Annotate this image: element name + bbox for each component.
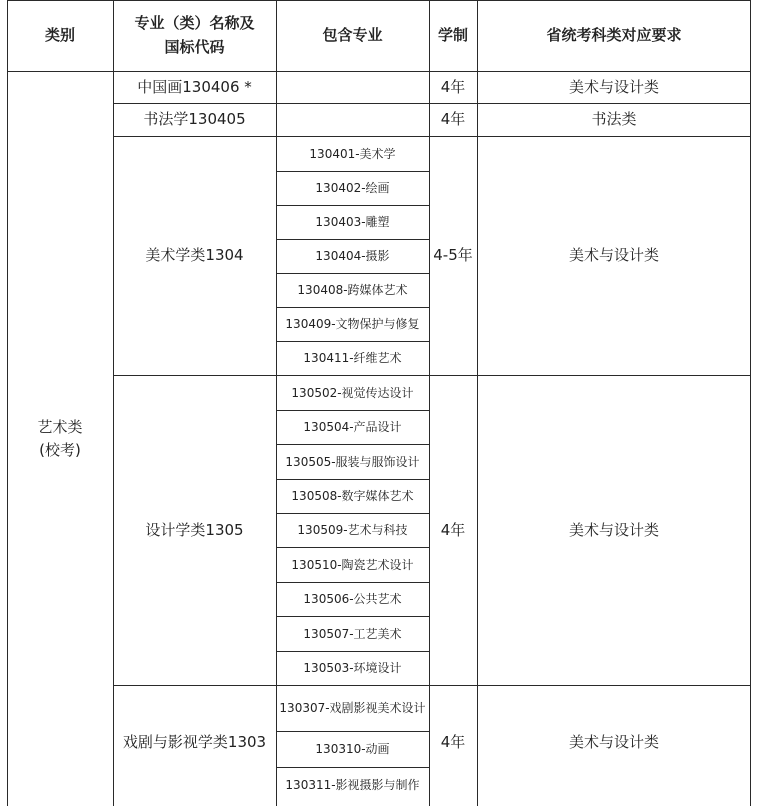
sub-major-item: 130507-工艺美术: [303, 626, 402, 641]
sub-major-item: 130408-跨媒体艺术: [297, 283, 408, 297]
grid-line: [113, 103, 751, 104]
sub-major-item: 130508-数字媒体艺术: [291, 489, 414, 503]
sub-major-item: 130404-摄影: [315, 249, 390, 263]
grid-line: [113, 375, 751, 376]
sub-major-item: 130311-影视摄影与制作: [285, 777, 420, 792]
sub-major-item: 130409-文物保护与修复: [285, 317, 420, 331]
sub-major-item: 130411-纤维艺术: [303, 351, 402, 365]
header-exam: 省统考科类对应要求: [546, 25, 682, 44]
category-line2: (校考): [39, 440, 81, 459]
grid-line: [276, 444, 429, 445]
grid-line: [113, 0, 114, 806]
grid-line: [477, 0, 478, 806]
grid-line: [276, 273, 429, 274]
category-line1: 艺术类: [37, 418, 83, 436]
chinese-painting-duration: 4年: [440, 77, 466, 96]
header-duration: 学制: [437, 25, 468, 44]
grid-line: [276, 547, 429, 548]
sub-major-item: 130504-产品设计: [303, 420, 402, 434]
grid-line: [276, 205, 429, 206]
header-major-name-line2: 国标代码: [164, 37, 225, 56]
header-included: 包含专业: [322, 25, 383, 44]
grid-line: [276, 239, 429, 240]
grid-line: [276, 410, 429, 411]
grid-line: [7, 0, 751, 1]
sub-major-item: 130401-美术学: [309, 146, 396, 161]
grid-line: [276, 479, 429, 480]
grid-line: [429, 0, 430, 806]
design-duration: 4年: [440, 520, 466, 539]
sub-major-item: 130307-戏剧影视美术设计: [279, 701, 426, 715]
grid-line: [276, 171, 429, 172]
sub-major-item: 130503-环境设计: [303, 661, 402, 675]
sub-major-item: 130510-陶瓷艺术设计: [291, 557, 414, 572]
fine-arts-name: 美术学类1304: [145, 246, 244, 265]
grid-line: [7, 71, 751, 72]
grid-line: [276, 731, 429, 732]
calligraphy-name: 书法学130405: [143, 110, 246, 129]
design-name: 设计学类1305: [145, 520, 244, 539]
chinese-painting-exam: 美术与设计类: [568, 77, 659, 96]
grid-line: [276, 616, 429, 617]
grid-line: [276, 767, 429, 768]
sub-major-item: 130509-艺术与科技: [297, 523, 408, 537]
sub-major-item: 130402-绘画: [315, 181, 390, 195]
drama-name: 戏剧与影视学类1303: [122, 733, 267, 752]
drama-exam: 美术与设计类: [568, 733, 659, 752]
grid-line: [276, 582, 429, 583]
grid-line: [276, 0, 277, 806]
category-cell: [7, 71, 113, 806]
grid-line: [750, 0, 751, 806]
header-category: 类别: [44, 25, 75, 44]
calligraphy-exam: 书法类: [591, 110, 637, 129]
grid-line: [113, 136, 751, 137]
majors-table: [7, 0, 751, 806]
chinese-painting-name: 中国画130406 *: [137, 77, 252, 96]
grid-line: [276, 341, 429, 342]
calligraphy-duration: 4年: [440, 110, 466, 129]
header-major-name: [113, 0, 276, 71]
sub-major-item: 130310-动画: [315, 742, 390, 756]
drama-duration: 4年: [440, 733, 466, 752]
fine-arts-exam: 美术与设计类: [568, 246, 659, 265]
design-exam: 美术与设计类: [568, 520, 659, 539]
fine-arts-duration: 4-5年: [433, 246, 473, 265]
grid-line: [113, 685, 751, 686]
grid-line: [276, 513, 429, 514]
sub-major-item: 130505-服装与服饰设计: [285, 454, 420, 469]
sub-major-item: 130403-雕塑: [315, 215, 390, 229]
sub-major-item: 130506-公共艺术: [303, 592, 402, 606]
header-major-name-line1: 专业（类）名称及: [134, 14, 255, 33]
grid-line: [7, 0, 8, 806]
sub-major-item: 130502-视觉传达设计: [291, 385, 414, 400]
grid-line: [276, 651, 429, 652]
grid-line: [276, 307, 429, 308]
